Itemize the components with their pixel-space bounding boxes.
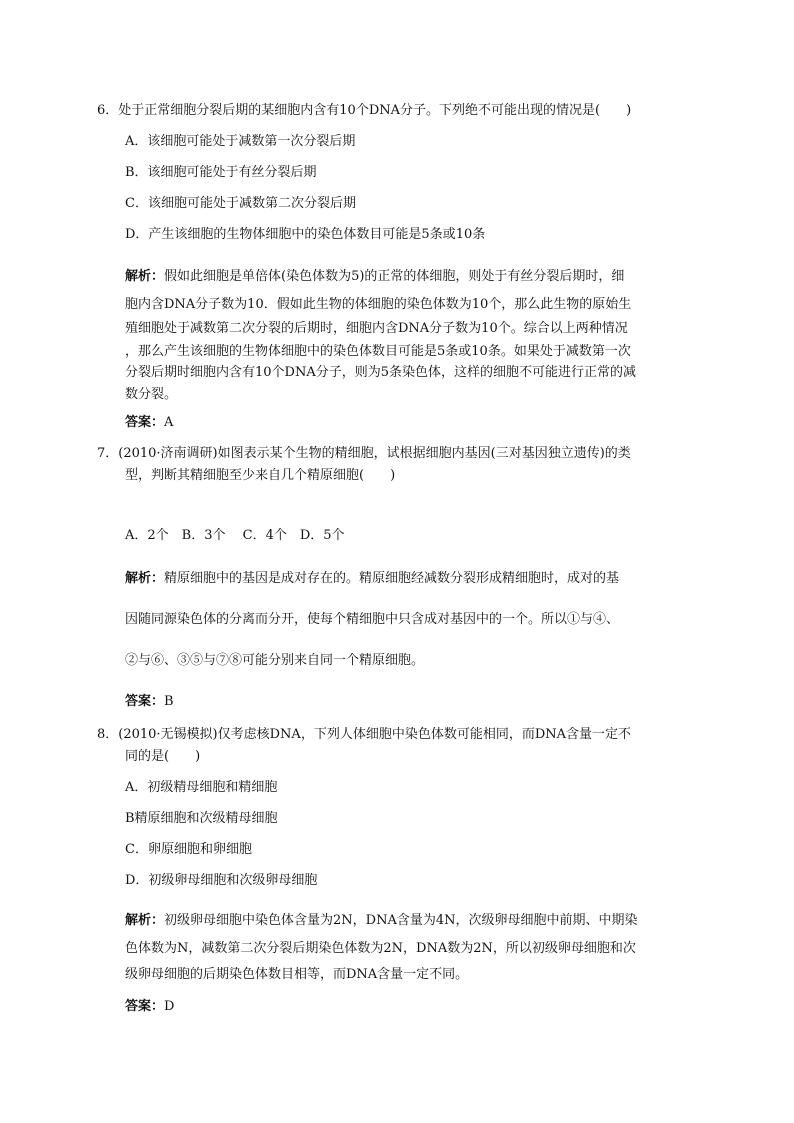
q6-option-b: B．该细胞可能处于有丝分裂后期 [125, 165, 317, 180]
q6-option-c: C．该细胞可能处于减数第二次分裂后期 [125, 196, 356, 211]
q8-option-d: D．初级卵母细胞和次级卵母细胞 [125, 873, 318, 888]
q8-answer-label: 答案： [125, 999, 165, 1014]
q7-analysis-line-3: ②与⑥、③⑤与⑦⑧可能分别来自同一个精原细胞。 [125, 653, 425, 668]
q7-stem-line-2: 型，判断其精细胞至少来自几个精原细胞( ) [125, 468, 396, 483]
q7-analysis-line-1: 解析：精原细胞中的基因是成对存在的。精原细胞经减数分裂形成精细胞时，成对的基 [125, 571, 620, 586]
q6-analysis-line-6: 数分裂。 [125, 387, 178, 402]
q8-analysis-label: 解析： [125, 913, 165, 928]
q8-analysis-line-2: 色体数为N，减数第二次分裂后期染色体数为2N，DNA数为2N，所以初级卵母细胞和次 [125, 941, 636, 956]
q7-options: A．2个 B．3个 C．4个 D．5个 [125, 528, 345, 543]
q8-analysis-line-1: 解析：初级卵母细胞中染色体含量为2N，DNA含量为4N，次级卵母细胞中前期、中期染 [125, 913, 638, 928]
q8-option-b: B精原细胞和次级精母细胞 [125, 811, 278, 826]
q6-answer: 答案：A [125, 415, 174, 430]
q7-answer: 答案：B [125, 694, 174, 709]
q6-analysis-line-3: 殖细胞处于减数第二次分裂的后期时，细胞内含DNA分子数为10个。综合以上两种情况 [125, 321, 628, 336]
q8-stem-line-1: 8．(2010·无锡模拟)仅考虑核DNA，下列人体细胞中染色体数可能相同，而DNA含量一定不 [97, 727, 632, 742]
q8-stem-line-2: 同的是( ) [125, 749, 201, 764]
q7-analysis-line-2: 因随同源染色体的分离而分开，使每个精细胞中只含成对基因中的一个。所以①与④、 [125, 612, 620, 627]
q8-option-c: C．卵原细胞和卵细胞 [125, 842, 252, 857]
q7-answer-label: 答案： [125, 694, 165, 709]
q6-option-d: D．产生该细胞的生物体细胞中的染色体数目可能是5条或10条 [125, 227, 486, 242]
q7-analysis-label: 解析： [125, 571, 165, 586]
q6-analysis-line-1: 解析：假如此细胞是单倍体(染色体数为5)的正常的体细胞，则处于有丝分裂后期时，细 [125, 269, 625, 284]
q6-analysis-line-4: ，那么产生该细胞的生物体细胞中的染色体数目可能是5条或10条。如果处于减数第一次 [125, 344, 631, 359]
q6-answer-label: 答案： [125, 415, 165, 430]
q8-option-a: A．初级精母细胞和精细胞 [125, 780, 278, 795]
q6-analysis-label: 解析： [125, 269, 165, 284]
q6-stem: 6．处于正常细胞分裂后期的某细胞内含有10个DNA分子。下列绝不可能出现的情况是( ) [97, 103, 632, 118]
q6-analysis-line-2: 胞内含DNA分子数为10．假如此生物的体细胞的染色体数为10个，那么此生物的原始生 [125, 297, 632, 312]
q8-answer: 答案：D [125, 999, 175, 1014]
q6-analysis-line-5: 分裂后期时细胞内含有10个DNA分子，则为5条染色体，这样的细胞不可能进行正常的减 [125, 365, 636, 380]
q6-option-a: A．该细胞可能处于减数第一次分裂后期 [125, 134, 356, 149]
q8-analysis-line-3: 级卵母细胞的后期染色体数目相等，而DNA含量一定不同。 [125, 967, 469, 982]
q7-stem-line-1: 7．(2010·济南调研)如图表示某个生物的精细胞，试根据细胞内基因(三对基因独立遗传)的类 [97, 446, 631, 461]
